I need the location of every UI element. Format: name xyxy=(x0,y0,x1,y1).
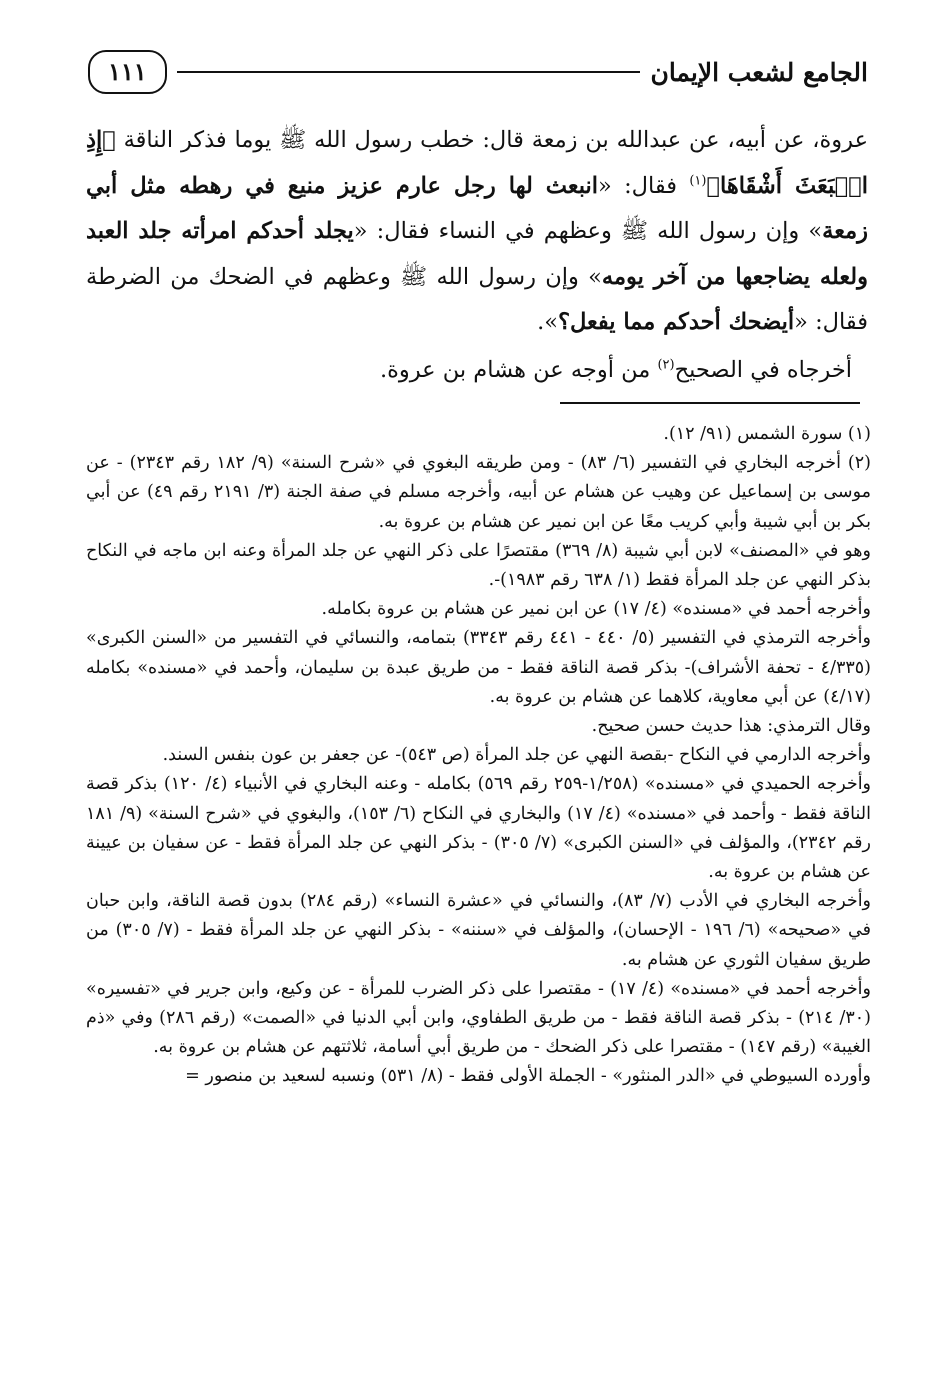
footnote-2-para-6: وأخرجه الدارمي في النكاح -بقصة النهي عن جلد المرأة (ص ٥٤٣)- عن جعفر بن عون بنفس السند. xyxy=(162,745,871,766)
body-text-1: عروة، عن أبيه، عن عبدالله بن زمعة قال: خطب رسول الله ﷺ يوما فذكر الناقة xyxy=(115,127,868,153)
footnote-ref-1: (١) xyxy=(689,173,707,188)
takhrij-summary xyxy=(300,348,852,392)
hadith-quote-2: يجلد أحدكم امرأته جلد العبد ولعله يضاجعها من آخر يومه xyxy=(86,218,869,290)
main-text xyxy=(86,118,868,346)
footnotes xyxy=(86,420,871,1092)
body-text-3: » وإن رسول الله ﷺ وعظهم في النساء فقال: « xyxy=(353,218,823,244)
quran-verse: ﴿إِذِ انۢبَعَثَ أَشْقَاهَا﴾ xyxy=(86,127,869,199)
hadith-quote-3: أيضحك أحدكم مما يفعل؟ xyxy=(558,309,795,335)
header-title: الجامع لشعب الإيمان xyxy=(650,57,868,87)
header-rule xyxy=(177,71,641,73)
footnote-1: (١) سورة الشمس (٩١/ ١٢). xyxy=(663,424,871,444)
body-text-2: فقال: « xyxy=(598,172,690,199)
footnote-divider xyxy=(560,402,860,404)
footnote-2-para-5: وقال الترمذي: هذا حديث حسن صحيح. xyxy=(591,716,871,737)
footnote-2-para-9: وأخرجه أحمد في «مسنده» (٤/ ١٧) - مقتصرا على ذكر الضرب للمرأة - عن وكيع، وابن جرير في «تفسيره» (٣٠/ ٢١٤) - بذكر قصة الناقة فقط - من طريق الطفاوي، وابن أبي الدنيا في «الصمت» (رقم ٢٨٦) وفي «ذم الغيبة» (رقم ١٤٧) - مقتصرا على ذكر الضحك - من طريق أبي أسامة، ثلاثتهم عن هشام بن عروة به. xyxy=(86,978,871,1058)
summary-text-1: أخرجاه في الصحيح xyxy=(674,357,852,383)
body-text-4: » وإن رسول الله ﷺ وعظهم في الضحك من الضرطة فقال: « xyxy=(86,263,868,335)
summary-text-2: من أوجه عن هشام بن عروة. xyxy=(379,357,658,383)
footnote-2-para-3: وأخرجه أحمد في «مسنده» (٤/ ١٧) عن ابن نمير عن هشام بن عروة بكامله. xyxy=(321,599,871,620)
footnote-2-para-4: وأخرجه الترمذي في التفسير (٥/ ٤٤٠ - ٤٤١ رقم ٣٣٤٣) بتمامه، والنسائي في التفسير من «السنن الكبرى» (٤/٣٣٥ - تحفة الأشراف)- بذكر قصة الناقة فقط - من طريق عبدة بن سليمان، وأحمد في «مسنده» بكامله (٤/١٧) عن أبي معاوية، كلاهما عن هشام بن عروة به. xyxy=(86,628,871,707)
footnote-2: (٢) أخرجه البخاري في التفسير (٦/ ٨٣) - ومن طريقه البغوي في «شرح السنة» (٩/ ١٨٢ رقم ٢٣٤٣) - عن موسى بن إسماعيل عن وهيب عن هشام عن أبيه، وأخرجه مسلم في صفة الجنة (٣/ ٢١٩١ رقم ٤٩) عن أبي بكر بن أبي شيبة وأبي كريب معًا عن ابن نمير عن هشام بن عروة به. xyxy=(86,453,871,532)
body-text-5: ». xyxy=(537,309,559,335)
footnote-2-para-10: وأورده السيوطي في «الدر المنثور» - الجملة الأولى فقط - (٨/ ٥٣١) ونسبه لسعيد بن منصور = xyxy=(185,1066,871,1087)
footnote-2-para-8: وأخرجه البخاري في الأدب (٧/ ٨٣)، والنسائي في «عشرة النساء» (رقم ٢٨٤) بدون قصة الناقة، وابن حبان في «صحيحه» (٦/ ١٩٦ - الإحسان)، والمؤلف في «سننه» - بذكر النهي عن جلد المرأة فقط - (٧/ ٣٠٥) من طريق سفيان الثوري عن هشام به. xyxy=(86,891,872,970)
hadith-quote-1: انبعث لها رجل عارم عزيز منيع في رهطه مثل أبي زمعة xyxy=(86,172,868,244)
footnote-ref-2: (٢) xyxy=(657,357,675,373)
footnote-2-para-7: وأخرجه الحميدي في «مسنده» (١/٢٥٨-٢٥٩ رقم ٥٦٩) بكامله - وعنه البخاري في الأنبياء (٤/ ١٢٠) بذكر قصة الناقة فقط - وأحمد في «مسنده» (٤/ ١٧) والبخاري في النكاح (٦/ ١٥٣)، والبغوي في «شرح السنة» (٩/ ١٨١ رقم ٢٣٤٢)، والمؤلف في «السنن الكبرى» (٧/ ٣٠٥) - بذكر النهي عن جلد المرأة فقط - عن سفيان بن عيينة عن هشام بن عروة به. xyxy=(86,774,872,883)
page-number: ١١١ xyxy=(88,50,167,94)
running-header xyxy=(88,42,868,102)
footnote-2-para-2: وهو في «المصنف» لابن أبي شيبة (٨/ ٣٦٩) مقتصرًا على ذكر النهي عن جلد المرأة وعنه ابن ماجه في النكاح بذكر النهي عن جلد المرأة فقط (١/ ٦٣٨ رقم ١٩٨٣)-. xyxy=(86,540,871,591)
